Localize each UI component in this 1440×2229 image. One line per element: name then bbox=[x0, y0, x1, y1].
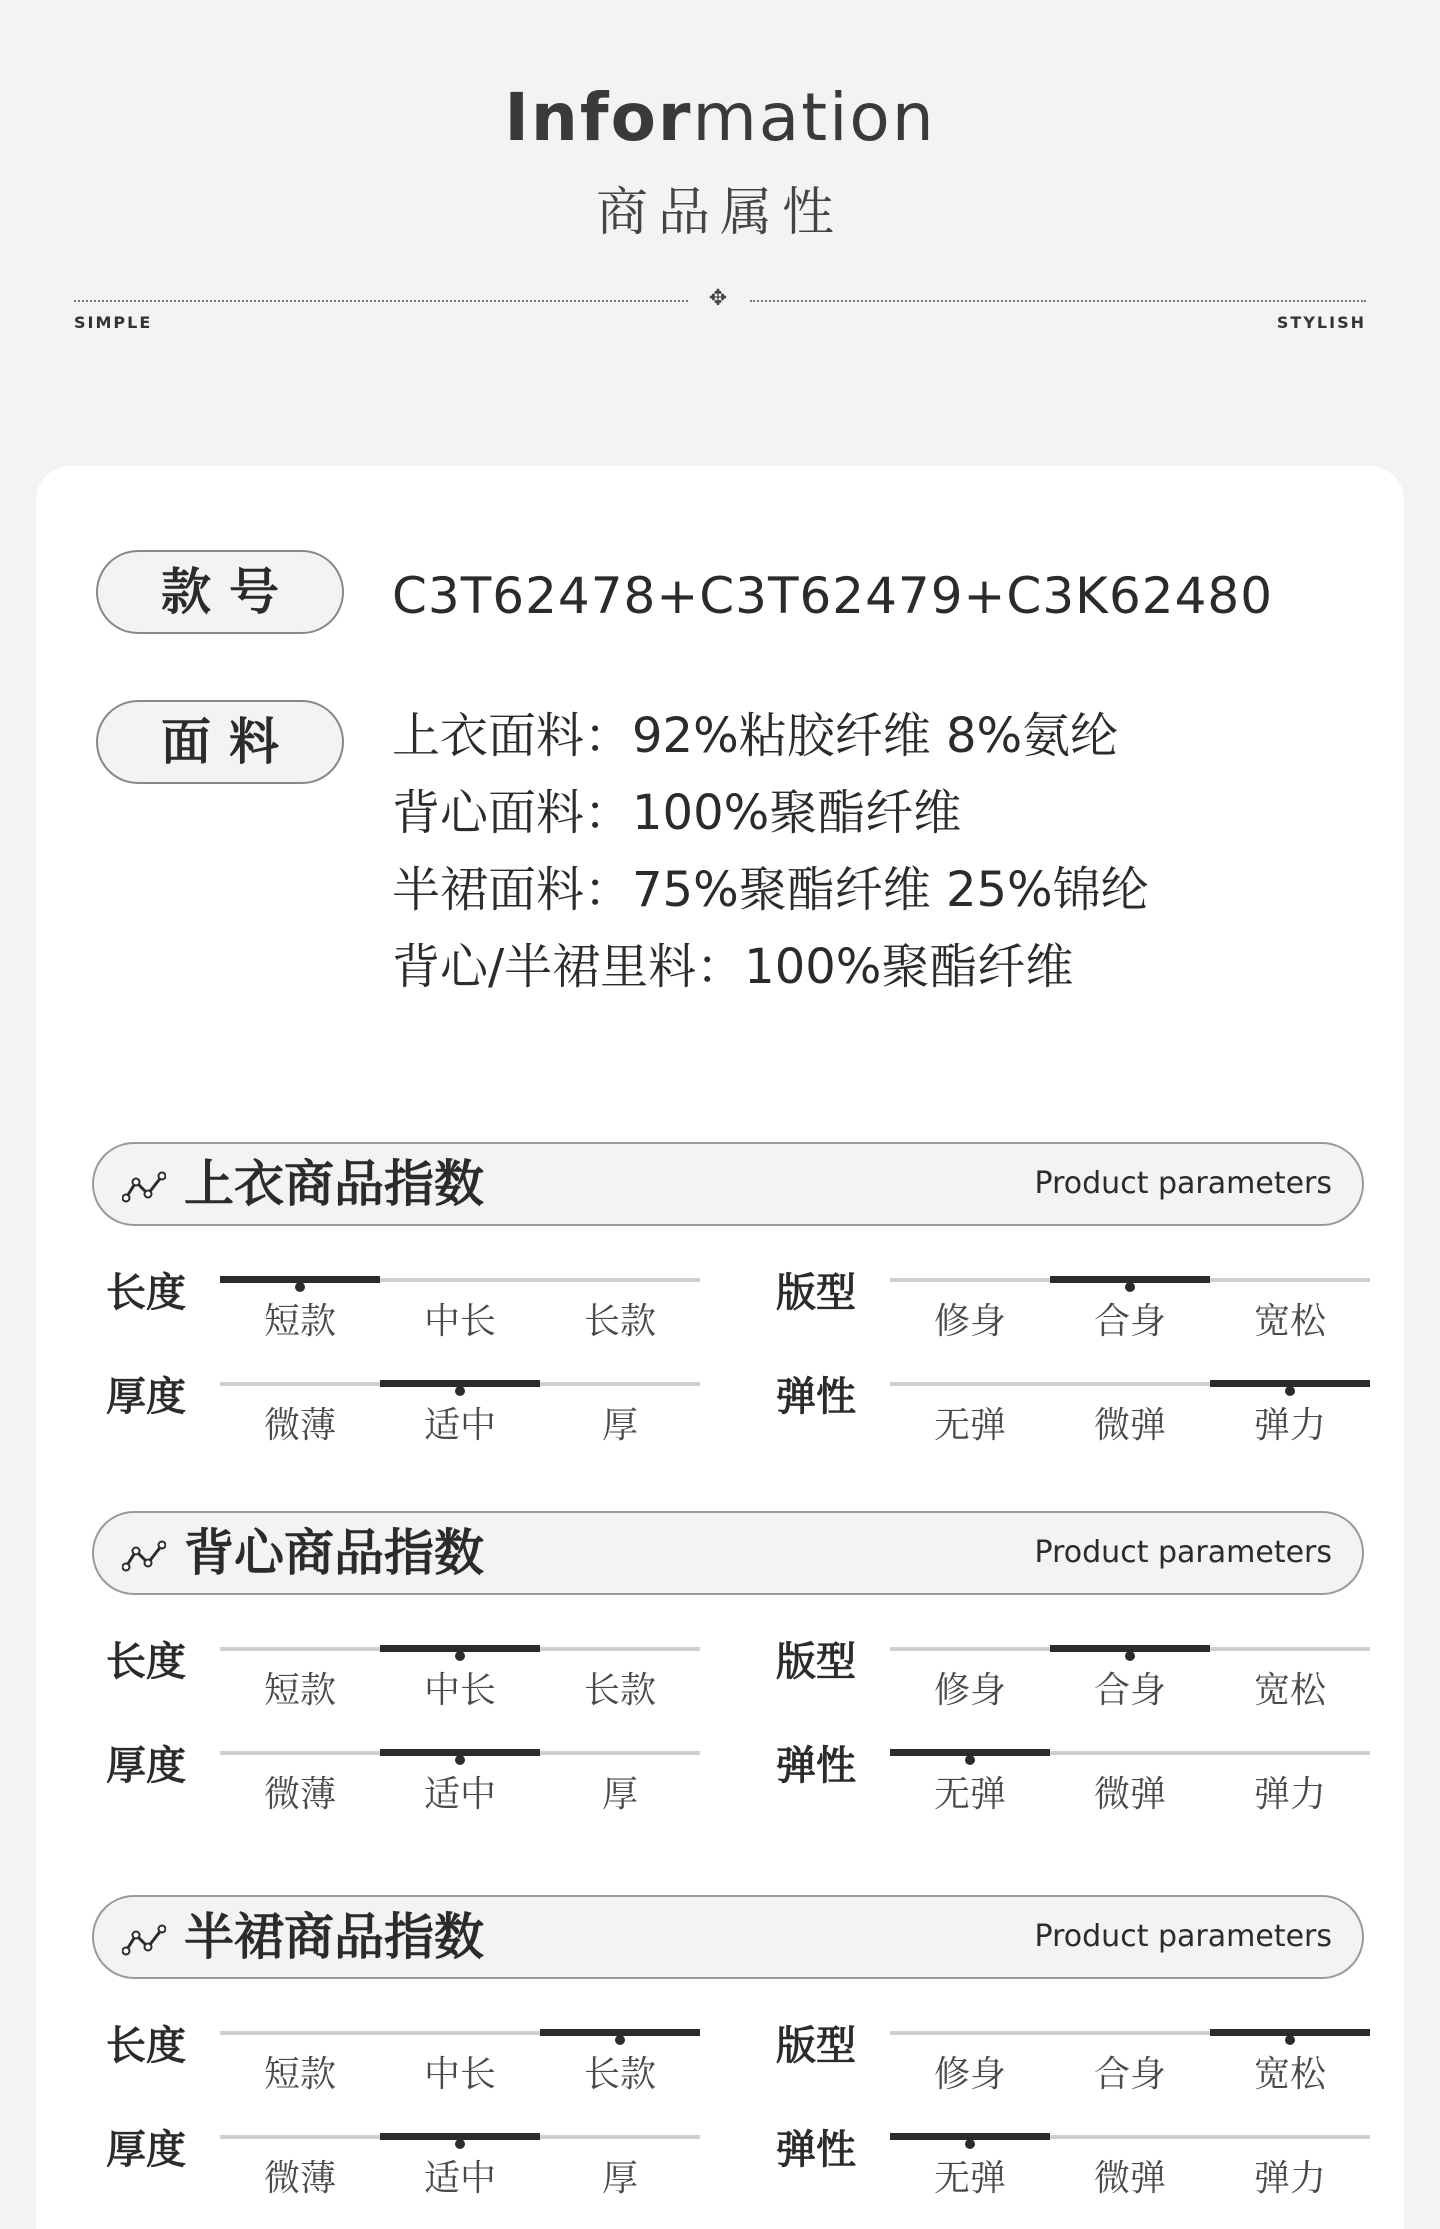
param-option: 适中 bbox=[423, 1774, 496, 1815]
param-option: 弹力 bbox=[1253, 2158, 1326, 2199]
param-option: 无弹 bbox=[933, 1405, 1006, 1446]
param-option: 合身 bbox=[1093, 1301, 1166, 1342]
param-label: 版型 bbox=[776, 1270, 856, 1316]
selected-dot bbox=[615, 2035, 625, 2045]
param-option: 厚 bbox=[601, 1405, 638, 1446]
selected-dot bbox=[965, 1755, 975, 1765]
information-title bbox=[0, 78, 1440, 158]
param-track bbox=[220, 1751, 700, 1755]
section-bar-top bbox=[92, 1142, 1364, 1226]
param-fit-vest bbox=[776, 1637, 1376, 1727]
page-subtitle: 商品属性 bbox=[595, 183, 844, 243]
dotted-divider-right bbox=[750, 300, 1366, 302]
param-elasticity-skirt bbox=[776, 2125, 1376, 2215]
param-option: 中长 bbox=[423, 1301, 496, 1342]
cross-arrows-icon: ✥ bbox=[708, 286, 728, 311]
selected-dot bbox=[1285, 1386, 1295, 1396]
selected-dot bbox=[1285, 2035, 1295, 2045]
param-option: 微弹 bbox=[1093, 1774, 1166, 1815]
param-option: 短款 bbox=[263, 2054, 336, 2095]
param-length-skirt bbox=[106, 2021, 706, 2111]
fabric-line-vest: 背心面料：100%聚酯纤维 bbox=[392, 785, 962, 841]
param-option: 适中 bbox=[423, 2158, 496, 2199]
selected-dot bbox=[455, 2139, 465, 2149]
param-label: 弹性 bbox=[776, 1743, 856, 1789]
param-track bbox=[220, 1647, 700, 1651]
param-option: 微弹 bbox=[1093, 2158, 1166, 2199]
param-option: 弹力 bbox=[1253, 1774, 1326, 1815]
param-option: 宽松 bbox=[1253, 1670, 1326, 1711]
param-option: 长款 bbox=[583, 1670, 656, 1711]
param-option: 修身 bbox=[933, 2054, 1006, 2095]
param-label: 长度 bbox=[106, 1639, 186, 1685]
param-option: 合身 bbox=[1093, 2054, 1166, 2095]
param-option: 弹力 bbox=[1253, 1405, 1326, 1446]
param-track bbox=[890, 2031, 1370, 2035]
page-header bbox=[0, 0, 1440, 360]
param-option: 厚 bbox=[601, 1774, 638, 1815]
selected-dot bbox=[965, 2139, 975, 2149]
fabric-list bbox=[392, 698, 1292, 1006]
param-fit-skirt bbox=[776, 2021, 1376, 2111]
section-title: 背心商品指数 bbox=[184, 1524, 484, 1582]
trend-line-icon bbox=[122, 1170, 166, 1204]
selected-dot bbox=[455, 1651, 465, 1661]
param-track bbox=[890, 1382, 1370, 1386]
param-fit-top bbox=[776, 1268, 1376, 1358]
param-option: 宽松 bbox=[1253, 2054, 1326, 2095]
section-bar-skirt bbox=[92, 1895, 1364, 1979]
fabric-line-lining: 背心/半裙里料：100%聚酯纤维 bbox=[392, 939, 1074, 995]
fabric-line-skirt: 半裙面料：75%聚酯纤维 25%锦纶 bbox=[392, 862, 1149, 918]
param-label: 长度 bbox=[106, 2023, 186, 2069]
param-label: 长度 bbox=[106, 1270, 186, 1316]
param-length-top bbox=[106, 1268, 706, 1358]
section-title: 上衣商品指数 bbox=[184, 1155, 484, 1213]
param-option: 短款 bbox=[263, 1301, 336, 1342]
param-option: 微薄 bbox=[263, 1405, 336, 1446]
section-subtitle: Product parameters bbox=[1034, 1535, 1332, 1570]
param-option: 修身 bbox=[933, 1670, 1006, 1711]
param-option: 微薄 bbox=[263, 1774, 336, 1815]
param-option: 宽松 bbox=[1253, 1301, 1326, 1342]
param-option: 微薄 bbox=[263, 2158, 336, 2199]
selected-dot bbox=[455, 1755, 465, 1765]
param-label: 厚度 bbox=[106, 1743, 186, 1789]
param-option: 修身 bbox=[933, 1301, 1006, 1342]
param-label: 版型 bbox=[776, 2023, 856, 2069]
param-option: 短款 bbox=[263, 1670, 336, 1711]
section-title: 半裙商品指数 bbox=[184, 1908, 484, 1966]
model-label-pill: 款号 bbox=[96, 550, 344, 634]
model-number: C3T62478+C3T62479+C3K62480 bbox=[392, 567, 1274, 625]
param-option: 厚 bbox=[601, 2158, 638, 2199]
fabric-label-pill: 面料 bbox=[96, 700, 344, 784]
param-option: 长款 bbox=[583, 2054, 656, 2095]
param-option: 微弹 bbox=[1093, 1405, 1166, 1446]
param-option: 长款 bbox=[583, 1301, 656, 1342]
param-option: 适中 bbox=[423, 1405, 496, 1446]
param-track bbox=[220, 2031, 700, 2035]
selected-dot bbox=[295, 1282, 305, 1292]
simple-label: SIMPLE bbox=[74, 313, 153, 332]
param-thickness-vest bbox=[106, 1741, 706, 1831]
selected-dot bbox=[455, 1386, 465, 1396]
param-track bbox=[890, 1278, 1370, 1282]
selected-dot bbox=[1125, 1282, 1135, 1292]
param-length-vest bbox=[106, 1637, 706, 1727]
section-subtitle: Product parameters bbox=[1034, 1166, 1332, 1201]
param-thickness-top bbox=[106, 1372, 706, 1462]
param-label: 厚度 bbox=[106, 2127, 186, 2173]
param-track bbox=[890, 1647, 1370, 1651]
param-track bbox=[220, 1278, 700, 1282]
param-thickness-skirt bbox=[106, 2125, 706, 2215]
param-track bbox=[220, 2135, 700, 2139]
param-track bbox=[220, 1382, 700, 1386]
selected-dot bbox=[1125, 1651, 1135, 1661]
param-label: 弹性 bbox=[776, 2127, 856, 2173]
title-bold-part: Infor bbox=[504, 79, 693, 156]
param-elasticity-top bbox=[776, 1372, 1376, 1462]
param-option: 合身 bbox=[1093, 1670, 1166, 1711]
param-elasticity-vest bbox=[776, 1741, 1376, 1831]
param-label: 厚度 bbox=[106, 1374, 186, 1420]
param-label: 弹性 bbox=[776, 1374, 856, 1420]
fabric-line-top: 上衣面料：92%粘胶纤维 8%氨纶 bbox=[392, 708, 1119, 764]
param-option: 中长 bbox=[423, 2054, 496, 2095]
title-light-part: mation bbox=[692, 79, 936, 156]
param-option: 无弹 bbox=[933, 1774, 1006, 1815]
section-bar-vest bbox=[92, 1511, 1364, 1595]
param-track bbox=[890, 2135, 1370, 2139]
section-subtitle: Product parameters bbox=[1034, 1919, 1332, 1954]
stylish-label: STYLISH bbox=[1276, 313, 1366, 332]
param-option: 无弹 bbox=[933, 2158, 1006, 2199]
dotted-divider-left bbox=[74, 300, 688, 302]
param-label: 版型 bbox=[776, 1639, 856, 1685]
trend-line-icon bbox=[122, 1923, 166, 1957]
param-track bbox=[890, 1751, 1370, 1755]
trend-line-icon bbox=[122, 1539, 166, 1573]
param-option: 中长 bbox=[423, 1670, 496, 1711]
